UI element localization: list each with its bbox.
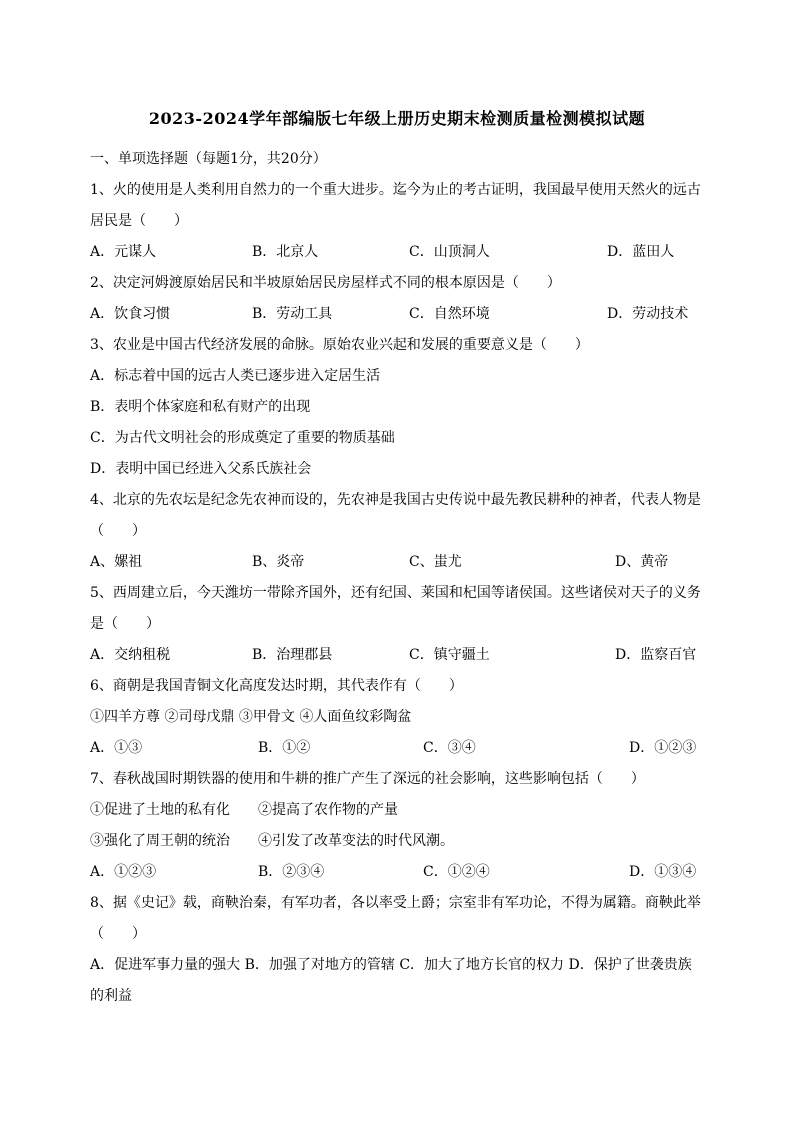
question-8-option-b: B．加强了对地方的管辖 xyxy=(244,957,395,973)
question-6-stem: 6、商朝是我国青铜文化高度发达时期，其代表作有（ ） xyxy=(90,678,463,694)
question-8-stem: 8、据《史记》载，商鞅治秦，有军功者，各以率受上爵；宗室非有军功论，不得为属籍。商鞅此举 xyxy=(90,895,701,911)
question-5-option-a: A．交纳租税 xyxy=(90,647,171,663)
question-7-option-d: D．①③④ xyxy=(629,864,697,880)
question-7-option-a: A．①②③ xyxy=(90,864,157,880)
question-7-option-b: B．②③④ xyxy=(258,864,325,880)
question-4-stem: 4、北京的先农坛是纪念先农神而设的，先农神是我国古史传说中最先教民耕种的神者，代表人物是 xyxy=(90,492,701,508)
question-5-stem: 5、西周建立后，今天潍坊一带除齐国外，还有纪国、莱国和杞国等诸侯国。这些诸侯对天子的义务 xyxy=(90,585,701,601)
question-1-option-b: B．北京人 xyxy=(252,244,319,260)
question-3-option-a: A．标志着中国的远古人类已逐步进入定居生活 xyxy=(90,368,381,384)
question-2-option-d: D．劳动技术 xyxy=(607,306,689,322)
question-1-option-d: D．蓝田人 xyxy=(607,244,675,260)
question-7-options xyxy=(90,857,704,888)
question-1-stem-cont: 居民是（ ） xyxy=(90,213,188,229)
question-2-option-b: B．劳动工具 xyxy=(252,306,333,322)
question-3-option-c: C．为古代文明社会的形成奠定了重要的物质基础 xyxy=(90,430,395,446)
question-2-options xyxy=(90,299,704,330)
question-5-option-b: B．治理郡县 xyxy=(252,647,333,663)
question-6-option-a: A．①③ xyxy=(90,740,143,756)
question-5-stem-cont: 是（ ） xyxy=(90,616,160,632)
question-4-options xyxy=(90,547,704,578)
question-4-option-c: C、蚩尤 xyxy=(409,554,462,570)
question-7-items-2: ③强化了周王朝的统治 ④引发了改革变法的时代风潮。 xyxy=(90,833,454,849)
question-1-option-a: A．元谋人 xyxy=(90,244,157,260)
question-2-stem: 2、决定河姆渡原始居民和半坡原始居民房屋样式不同的根本原因是（ ） xyxy=(90,275,561,291)
question-4-option-b: B、炎帝 xyxy=(252,554,305,570)
question-1-options xyxy=(90,237,704,268)
question-2-option-c: C．自然环境 xyxy=(409,306,490,322)
question-8-option-d-cont: 的利益 xyxy=(90,988,132,1004)
question-3-stem: 3、农业是中国古代经济发展的命脉。原始农业兴起和发展的重要意义是（ ） xyxy=(90,337,589,353)
question-6-options xyxy=(90,733,704,764)
question-1-stem: 1、火的使用是人类利用自然力的一个重大进步。迄今为止的考古证明，我国最早使用天然火的远古 xyxy=(90,182,701,198)
question-8-stem-cont: （ ） xyxy=(90,926,146,942)
question-7-items-1: ①促进了土地的私有化 ②提高了农作物的产量 xyxy=(90,802,398,818)
question-2-option-a: A．饮食习惯 xyxy=(90,306,171,322)
question-5-options xyxy=(90,640,704,671)
question-7-option-c: C．①②④ xyxy=(423,864,490,880)
question-6-option-d: D．①②③ xyxy=(629,740,697,756)
question-4-stem-cont: （ ） xyxy=(90,523,146,539)
question-4-option-d: D、黄帝 xyxy=(615,554,669,570)
question-6-items: ①四羊方尊 ②司母戊鼎 ③甲骨文 ④人面鱼纹彩陶盆 xyxy=(90,709,412,725)
question-8-option-d: D．保护了世袭贵族 xyxy=(568,957,692,973)
question-8-option-c: C．加大了地方长官的权力 xyxy=(399,957,565,973)
question-3-option-d: D．表明中国已经进入父系氏族社会 xyxy=(90,461,312,477)
question-6-option-b: B．①② xyxy=(258,740,311,756)
question-5-option-d: D．监察百官 xyxy=(615,647,697,663)
question-8-option-a: A．促进军事力量的强大 xyxy=(90,957,241,973)
question-4-option-a: A、嫘祖 xyxy=(90,554,143,570)
exam-page xyxy=(90,108,704,1012)
question-1-option-c: C．山顶洞人 xyxy=(409,244,490,260)
question-3-option-b: B．表明个体家庭和私有财产的出现 xyxy=(90,399,311,415)
section-heading: 一、单项选择题（每题1分，共20分） xyxy=(90,151,327,167)
question-7-stem: 7、春秋战国时期铁器的使用和牛耕的推广产生了深远的社会影响，这些影响包括（ ） xyxy=(90,771,645,787)
exam-title: 2023-2024学年部编版七年级上册历史期末检测质量检测模拟试题 xyxy=(148,109,646,128)
question-5-option-c: C．镇守疆土 xyxy=(409,647,490,663)
question-8-options xyxy=(90,950,704,981)
question-6-option-c: C．③④ xyxy=(423,740,476,756)
